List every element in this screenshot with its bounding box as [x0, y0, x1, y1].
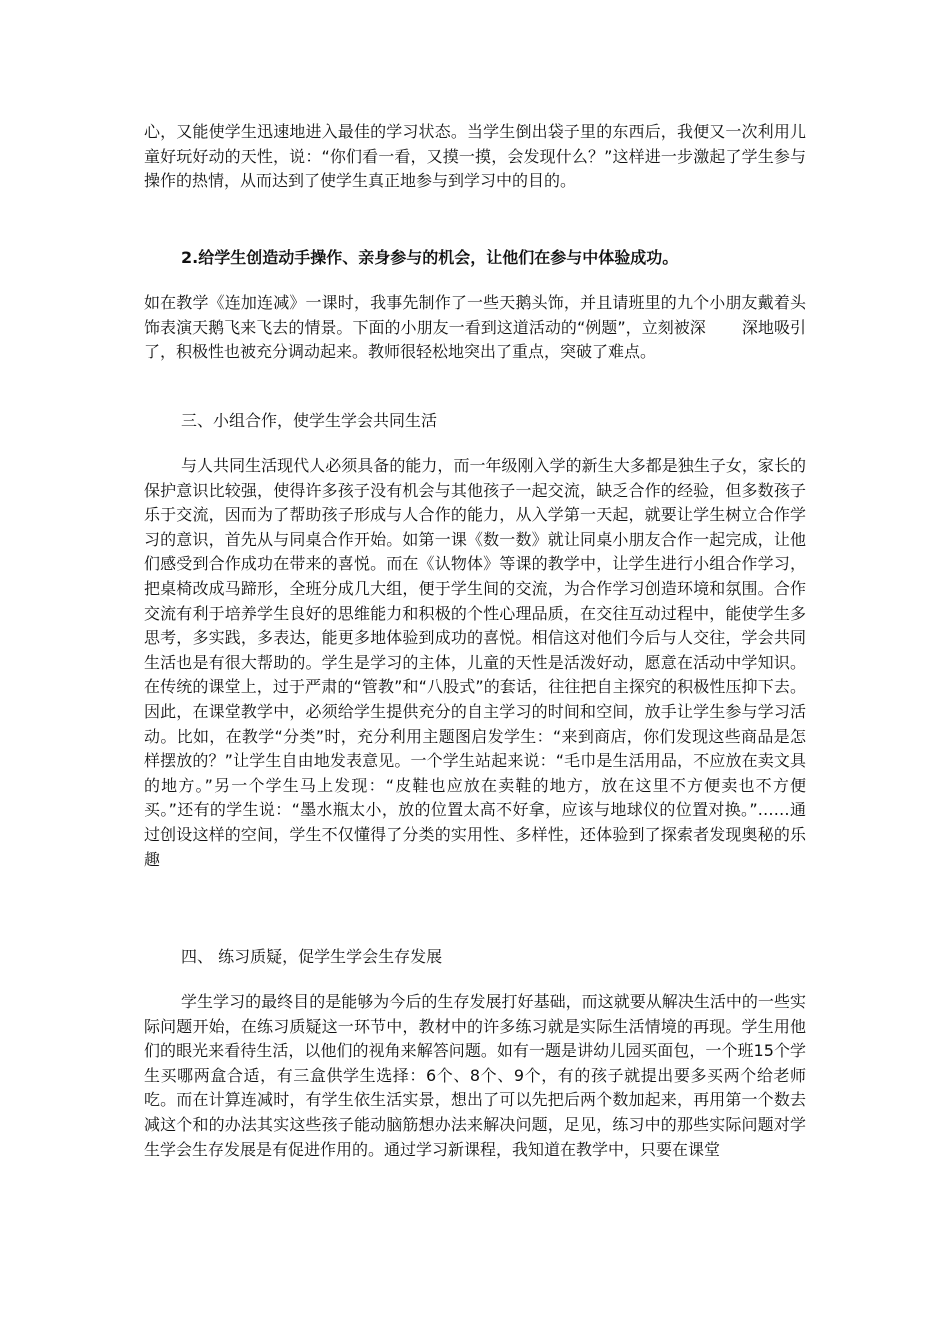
- section-heading-3: 三、小组合作，使学生学会共同生活: [181, 411, 438, 430]
- paragraph-intro-continuation: [144, 120, 806, 194]
- paragraph-text-part-a: 如在教学《连加连减》一课时，我事先制作了一些天鹅头饰，并且请班里的九个小朋友戴着头饰表演天鹅飞来飞去的情景。下面的小朋友一看到这道活动的“例题”，立刻被深: [144, 293, 806, 337]
- paragraph-text: 学生学习的最终目的是能够为今后的生存发展打好基础，而这就要从解决生活中的一些实际问题开始，在练习质疑这一环节中，教材中的许多练习就是实际生活情境的再现。学生用他们的眼光来看待生活，以他们的视角来解答问题。如有一题是讲幼儿园买面包，一个班15个学生买哪两盒合适，有三盒供学生选择：6个、8个、9个，有的孩子就提出要多买两个给老师吃。而在计算连减时，有学生依生活实景，想出了可以先把后两个数加起来，再用第一个数去减这个和的办法其实这些孩子能动脑筋想办法来解决问题，足见，练习中的那些实际问题对学生学会生存发展是有促进作用的。通过学习新课程，我知道在教学中，只要在课堂: [144, 992, 806, 1159]
- paragraph-text: 与人共同生活现代人必须具备的能力，而一年级刚入学的新生大多都是独生子女，家长的保护意识比较强，使得许多孩子没有机会与其他孩子一起交流，缺乏合作的经验，但多数孩子乐于交流，因而为了帮助孩子形成与人合作的能力，从入学第一天起，就要让学生树立合作学习的意识，首先从与同桌合作开始。如第一课《数一数》就让同桌小朋友合作一起完成，让他们感受到合作成功在带来的喜悦。而在《认物体》等课的教学中，让学生进行小组合作学习，把桌椅改成马蹄形，全班分成几大组，便于学生间的交流，为合作学习创造环境和氛围。合作交流有利于培养学生良好的思维能力和积极的个性心理品质，在交往互动过程中，能使学生多思考，多实践，多表达，能更多地体验到成功的喜悦。相信这对他们今后与人交往，学会共同生活也是有很大帮助的。学生是学习的主体，儿童的天性是活泼好动，愿意在活动中学知识。在传统的课堂上，过于严肃的“管教”和“八股式”的套话，往往把自主探究的积极性压抑下去。因此，在课堂教学中，必须给学生提供充分的自主学习的时间和空间，放手让学生参与学习活动。比如，在教学“分类”时，充分利用主题图启发学生：“来到商店，你们发现这些商品是怎样摆放的？”让学生自由地发表意见。一个学生站起来说：“毛巾是生活用品，不应放在卖文具的地方。”另一个学生马上发现：“皮鞋也应放在卖鞋的地方，放在这里不方便卖也不方便买。”还有的学生说：“墨水瓶太小，放的位置太高不好拿，应该与地球仪的位置对换。”……通过创设这样的空间，学生不仅懂得了分类的实用性、多样性，还体验到了探索者发现奥秘的乐趣: [144, 456, 806, 869]
- paragraph-text: 心，又能使学生迅速地进入最佳的学习状态。当学生倒出袋子里的东西后，我便又一次利用儿童好玩好动的天性，说：“你们看一看，又摸一摸，会发现什么？”这样进一步激起了学生参与操作的热情，从而达到了使学生真正地参与到学习中的目的。: [144, 122, 806, 191]
- section-heading-2: 2.给学生创造动手操作、亲身参与的机会，让他们在参与中体验成功。: [181, 248, 679, 267]
- paragraph-text-part-b: 深地吸引了，积极性也被充分调动起来。教师很轻松地突出了重点，突破了难点。: [144, 317, 806, 362]
- section-heading-4: 四、 练习质疑，促学生学会生存发展: [181, 947, 443, 966]
- paragraph-swan-example: [144, 291, 806, 365]
- paragraph-practice-questioning: [144, 990, 806, 1162]
- paragraph-group-cooperation: [144, 454, 806, 872]
